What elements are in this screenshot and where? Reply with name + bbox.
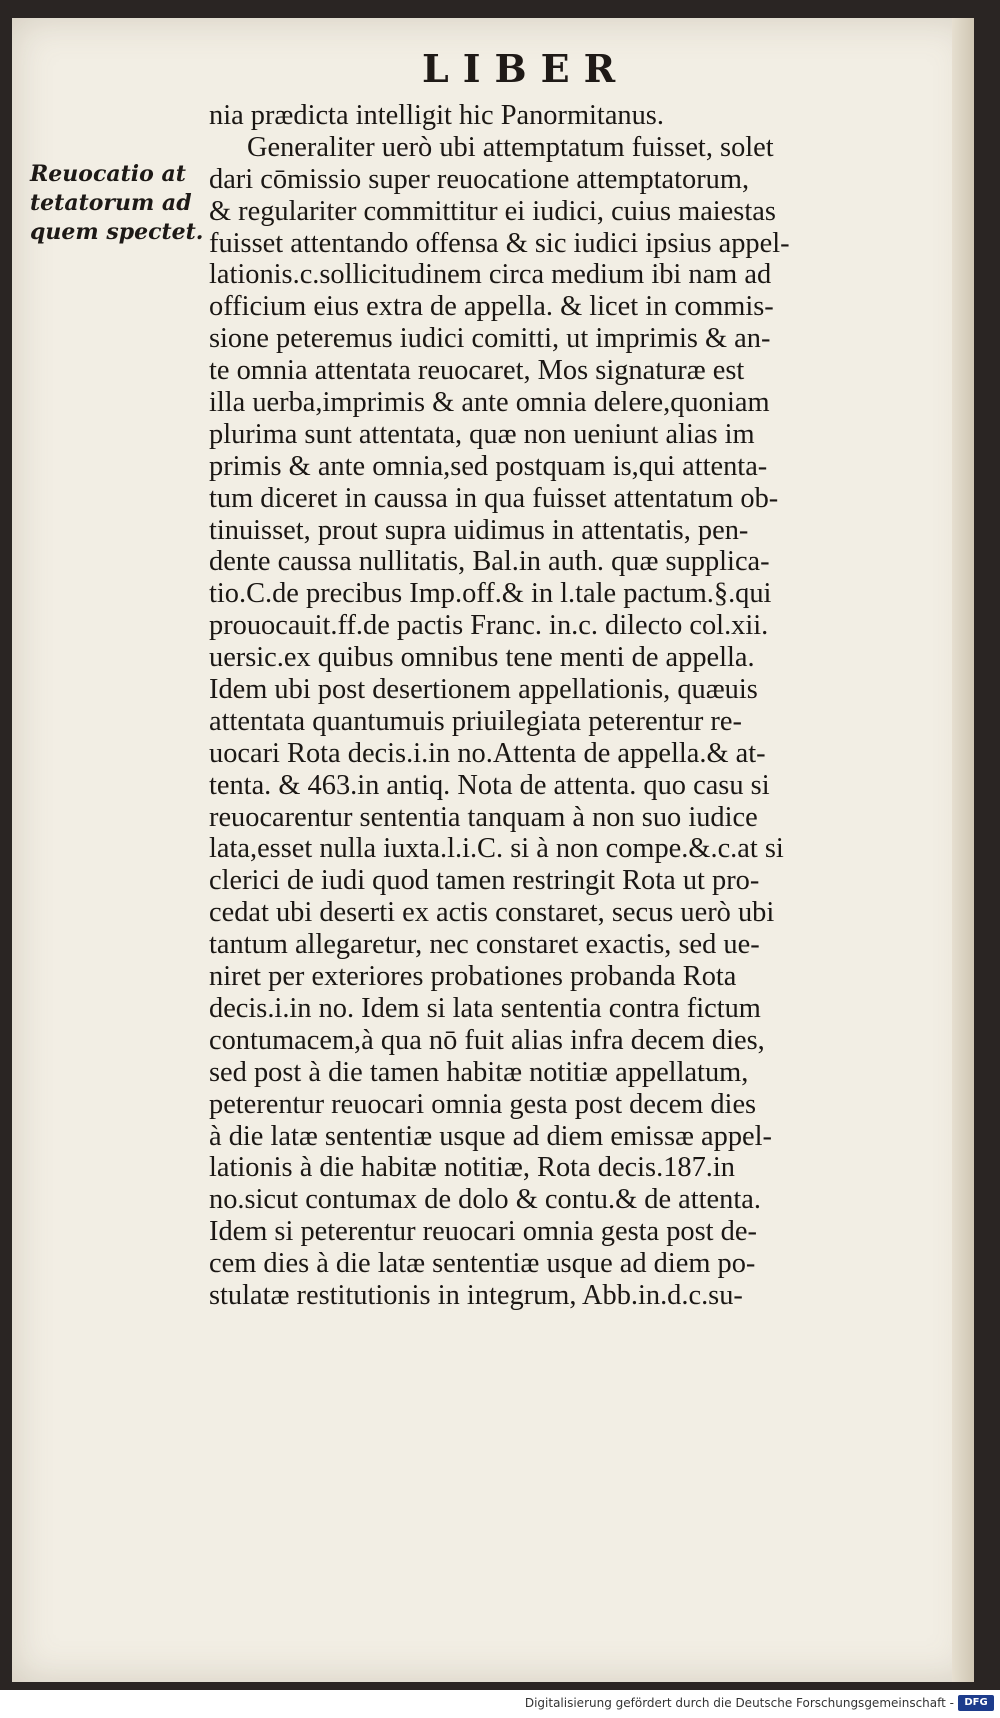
text-line: cedat ubi deserti ex actis constaret, secus uerò ubi: [209, 897, 775, 929]
margin-note: [30, 160, 205, 247]
text-line: à die latæ sententiæ usque ad diem emissæ appel-: [209, 1120, 772, 1152]
text-line: niret per exteriores probationes probanda Rota: [209, 961, 737, 993]
text-line: no.sicut contumax de dolo & contu.& de attenta.: [209, 1184, 761, 1216]
text-line: & regulariter committitur ei iudici, cuius maiestas: [209, 195, 776, 227]
text-line: tio.C.de precibus Imp.off.& in l.tale pactum.§.qui: [209, 578, 772, 610]
text-line: stulatæ restitutionis in integrum, Abb.in.d.c.su-: [209, 1279, 743, 1311]
text-line: lationis à die habitæ notitiæ, Rota decis.187.in: [209, 1152, 735, 1184]
footer-credit: Digitalisierung gefördert durch die Deutsche Forschungsgemeinschaft -: [524, 1696, 954, 1710]
footer-bar: [0, 1690, 1000, 1718]
text-line: primis & ante omnia,sed postquam is,qui attenta-: [209, 450, 768, 482]
text-line: tenta. & 463.in antiq. Nota de attenta. quo casu si: [209, 769, 770, 801]
text-line: lationis.c.sollicitudinem circa medium ibi nam ad: [209, 259, 772, 291]
text-line: prouocauit.ff.de pactis Franc. in.c. dilecto col.xii.: [209, 610, 769, 642]
text-line: nia prædicta intelligit hic Panormitanus.: [209, 100, 664, 131]
text-line: cem dies à die latæ sententiæ usque ad diem po-: [209, 1248, 756, 1280]
margin-note-line: tetatorum ad: [30, 190, 192, 216]
text-line: decis.i.in no. Idem si lata sententia contra fictum: [209, 992, 761, 1024]
text-line: Idem ubi post desertionem appellationis, quæuis: [209, 674, 758, 706]
body-text: [209, 100, 919, 1312]
book-page: [12, 18, 974, 1682]
text-line: Idem si peterentur reuocari omnia gesta post de-: [209, 1216, 757, 1248]
text-line: plurima sunt attentata, quæ non ueniunt alias im: [209, 418, 755, 450]
running-head: LIBER: [422, 46, 630, 91]
text-line: lata,esset nulla iuxta.l.i.C. si à non compe.&.c.at si: [209, 833, 784, 865]
text-line: te omnia attentata reuocaret, Mos signaturæ est: [209, 355, 745, 387]
text-line: uocari Rota decis.i.in no.Attenta de appella.& at-: [209, 737, 766, 769]
text-line: uersic.ex quibus omnibus tene menti de appella.: [209, 642, 755, 674]
text-line: contumacem,à qua nō fuit alias infra decem dies,: [209, 1024, 765, 1056]
text-line: sione peteremus iudici comitti, ut imprimis & an-: [209, 323, 771, 355]
text-line: peterentur reuocari omnia gesta post decem dies: [209, 1088, 757, 1120]
text-line: tinuisset, prout supra uidimus in attentatis, pen-: [209, 514, 749, 546]
text-line: illa uerba,imprimis & ante omnia delere,quoniam: [209, 387, 770, 419]
text-line: tantum allegaretur, nec constaret exactis, sed ue-: [209, 929, 760, 961]
text-line: Generaliter uerò ubi attemptatum fuisset, solet: [247, 131, 774, 163]
text-line: officium eius extra de appella. & licet in commis-: [209, 291, 774, 323]
text-line: dari cōmissio super reuocatione attemptatorum,: [209, 163, 750, 195]
margin-note-line: Reuocatio at: [30, 161, 186, 187]
margin-note-line: quem spectet.: [30, 219, 204, 245]
page-edge: [952, 18, 974, 1682]
text-line: reuocarentur sententia tanquam à non suo iudice: [209, 801, 758, 833]
text-line: tum diceret in caussa in qua fuisset attentatum ob-: [209, 482, 779, 514]
text-line: attentata quantumuis priuilegiata peterentur re-: [209, 705, 742, 737]
text-line: fuisset attentando offensa & sic iudici ipsius appel-: [209, 227, 790, 259]
text-line: sed post à die tamen habitæ notitiæ appellatum,: [209, 1056, 749, 1088]
text-line: clerici de iudi quod tamen restringit Rota ut pro-: [209, 865, 760, 897]
dfg-logo: DFG: [958, 1695, 994, 1711]
text-line: dente caussa nullitatis, Bal.in auth. quæ supplica-: [209, 546, 770, 578]
